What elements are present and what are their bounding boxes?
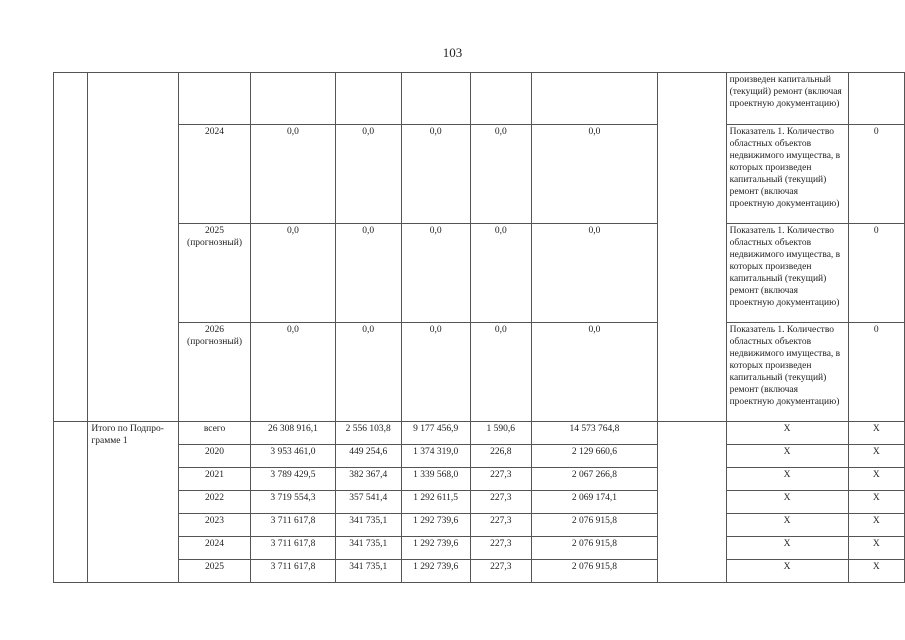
total-row: 2025 3 711 617,8 341 735,1 1 292 739,6 227,3 2 076 915,8 Х Х (54, 560, 905, 583)
total-row: 2024 3 711 617,8 341 735,1 1 292 739,6 227,3 2 076 915,8 Х Х (54, 537, 905, 560)
total-row: Итого по Подпро- грамме 1 всего 26 308 916,1 2 556 103,8 9 177 456,9 1 590,6 14 573 764,8 Х Х (54, 422, 905, 445)
total-row: 2021 3 789 429,5 382 367,4 1 339 568,0 227,3 2 067 266,8 Х Х (54, 468, 905, 491)
page-number: 103 (442, 45, 463, 60)
indicator-cell: Показатель 1. Количество областных объектов недвижимого имущества, в которых произведен капитальный (текущий) ремонт (включая проектную документацию) (726, 323, 848, 422)
table-row (54, 73, 905, 125)
indicator-cell: произведен капитальный (текущий) ремонт (включая проектную документацию) (726, 73, 848, 125)
table-row: 2026 (прогнозный) 0,0 0,0 0,0 0,0 0,0 Показатель 1. Количество областных объектов недвижимого имущества, в которых произведен капитальный (текущий) ремонт (включая проектную документацию) 0 (54, 323, 905, 422)
total-row: 2023 3 711 617,8 341 735,1 1 292 739,6 227,3 2 076 915,8 Х Х (54, 514, 905, 537)
executor-cell (657, 73, 726, 422)
total-label: Итого по Подпро- грамме 1 (88, 422, 178, 583)
total-row: 2020 3 953 461,0 449 254,6 1 374 319,0 226,8 2 129 660,6 Х Х (54, 445, 905, 468)
table-row: 2024 0,0 0,0 0,0 0,0 0,0 Показатель 1. Количество областных объектов недвижимого имущества, в которых произведен капитальный (текущий) ремонт (включая проектную документацию) 0 (54, 125, 905, 224)
program-table (53, 72, 905, 583)
indicator-cell: Показатель 1. Количество областных объектов недвижимого имущества, в которых произведен капитальный (текущий) ремонт (включая проектную документацию) (726, 125, 848, 224)
indicator-cell: Показатель 1. Количество областных объектов недвижимого имущества, в которых произведен капитальный (текущий) ремонт (включая проектную документацию) (726, 224, 848, 323)
total-row: 2022 3 719 554,3 357 541,4 1 292 611,5 227,3 2 069 174,1 Х Х (54, 491, 905, 514)
num-cell (54, 73, 88, 422)
table-row: 2025 (прогнозный) 0,0 0,0 0,0 0,0 0,0 Показатель 1. Количество областных объектов недвижимого имущества, в которых произведен капитальный (текущий) ремонт (включая проектную документацию) 0 (54, 224, 905, 323)
event-cell (88, 73, 178, 422)
